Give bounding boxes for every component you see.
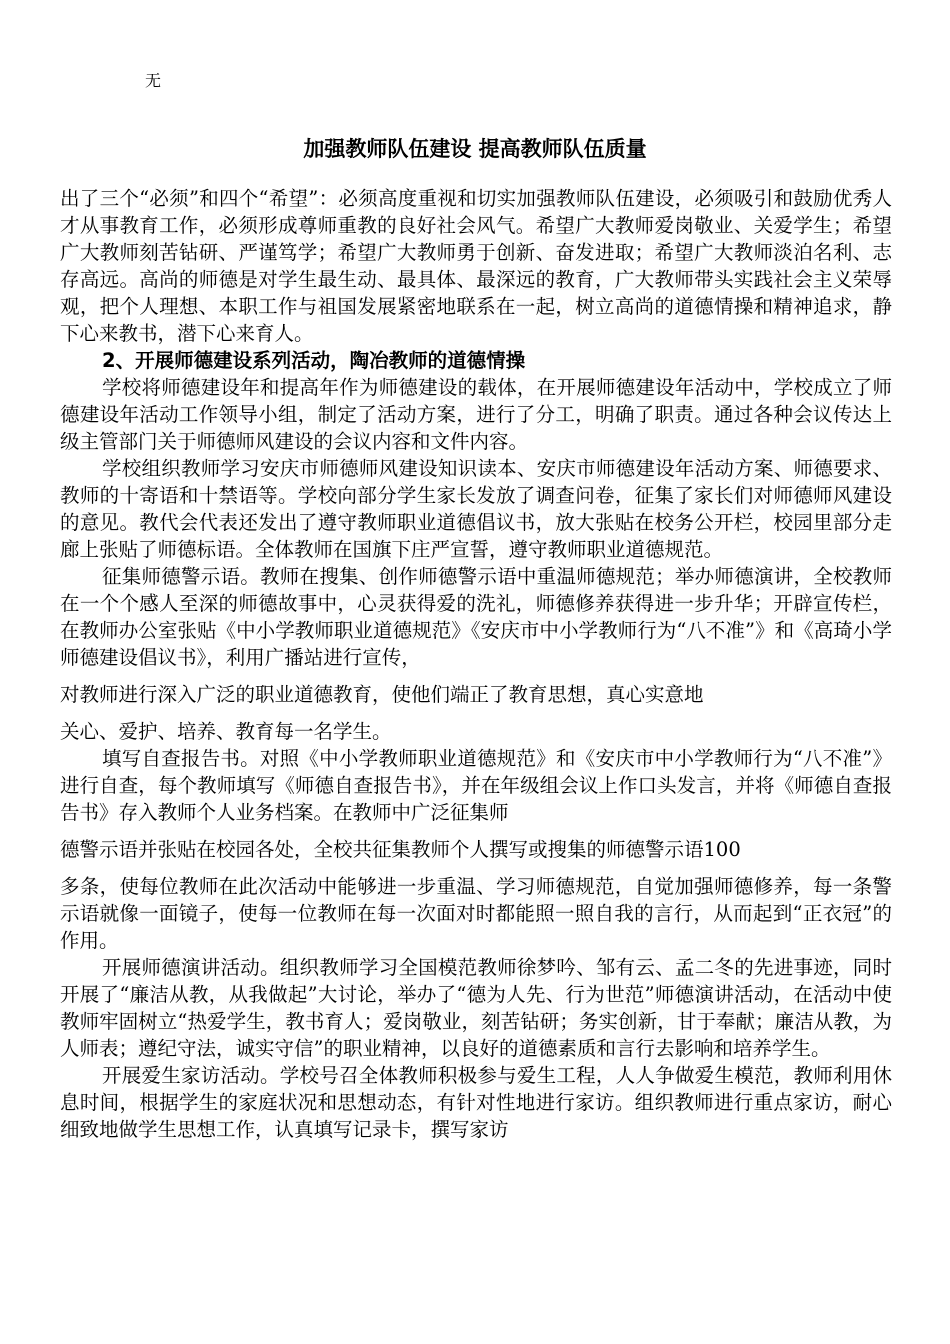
paragraph-6: 开展爱生家访活动。学校号召全体教师积极参与爱生工程，人人争做爱生模范，教师利用休息时间，根据学生的家庭状况和思想动态，有针对性地进行家访。组织教师进行重点家访，耐心细致地做学生思想工作，认真填写记录卡，撰写家访 [60,1064,892,1141]
section-heading: 2、开展师德建设系列活动，陶冶教师的道德情操 [102,349,526,372]
paragraph-3-line: 对教师进行深入广泛的职业道德教育，使他们端正了教育思想，真心实意地 [60,683,704,706]
document-body [60,185,892,1143]
paragraph-3: 征集师德警示语。教师在搜集、创作师德警示语中重温师德规范；举办师德演讲，全校教师在一个个感人至深的师德故事中，心灵获得爱的洗礼，师德修养获得进一步升华；开辟宣传栏，在教师办公室张贴《中小学教师职业道德规范》《安庆市中小学教师行为“八不准”》和《高琦小学师德建设倡议书》，利用广播站进行宣传， [60,565,892,669]
paragraph-3-end: 关心、爱护、培养、教育每一名学生。 [60,720,392,743]
header-mark: 无 [145,71,162,90]
paragraph-2: 学校组织教师学习安庆市师德师风建设知识读本、安庆市师德建设年活动方案、师德要求、教师的十寄语和十禁语等。学校向部分学生家长发放了调查问卷，征集了家长们对师德师风建设的意见。教代会代表还发出了遵守教师职业道德倡议书，放大张贴在校务公开栏，校园里部分走廊上张贴了师德标语。全体教师在国旗下庄严宣誓，遵守教师职业道德规范。 [60,457,892,561]
paragraph-1: 学校将师德建设年和提高年作为师德建设的载体，在开展师德建设年活动中，学校成立了师德建设年活动工作领导小组，制定了活动方案，进行了分工，明确了职责。通过各种会议传达上级主管部门关于师德师风建设的会议内容和文件内容。 [60,376,892,453]
paragraph-5: 开展师德演讲活动。组织教师学习全国模范教师徐梦吟、邹有云、孟二冬的先进事迹，同时开展了“廉洁从教，从我做起”大讨论，举办了“德为人先、行为世范”师德演讲活动，在活动中使教师牢固树立“热爱学生，教书育人；爱岗敬业，刻苦钻研；务实创新，甘于奉献；廉洁从教，为人师表；遵纪守法，诚实守信”的职业精神，以良好的道德素质和言行去影响和培养学生。 [60,956,892,1060]
paragraph-4-end: 多条，使每位教师在此次活动中能够进一步重温、学习师德规范，自觉加强师德修养，每一条警示语就像一面镜子，使每一位教师在每一次面对时都能照一照自我的言行，从而起到“正衣冠”的作用。 [60,875,892,952]
paragraph-4-line: 德警示语并张贴在校园各处，全校共征集教师个人撰写或搜集的师德警示语100 [60,838,741,861]
page-title: 加强教师队伍建设 提高教师队伍质量 [303,137,647,161]
paragraph-intro: 出了三个“必须”和四个“希望”：必须高度重视和切实加强教师队伍建设，必须吸引和鼓励优秀人才从事教育工作，必须形成尊师重教的良好社会风气。希望广大教师爱岗敬业、关爱学生；希望广大教师刻苦钻研、严谨笃学；希望广大教师勇于创新、奋发进取；希望广大教师淡泊名利、志存高远。高尚的师德是对学生最生动、最具体、最深远的教育，广大教师带头实践社会主义荣辱观，把个人理想、本职工作与祖国发展紧密地联系在一起，树立高尚的道德情操和精神追求，静下心来教书，潜下心来育人。 [60,187,892,345]
paragraph-4: 填写自查报告书。对照《中小学教师职业道德规范》和《安庆市中小学教师行为“八不准”》进行自查，每个教师填写《师德自查报告书》，并在年级组会议上作口头发言，并将《师德自查报告书》存入教师个人业务档案。在教师中广泛征集师 [60,747,892,824]
